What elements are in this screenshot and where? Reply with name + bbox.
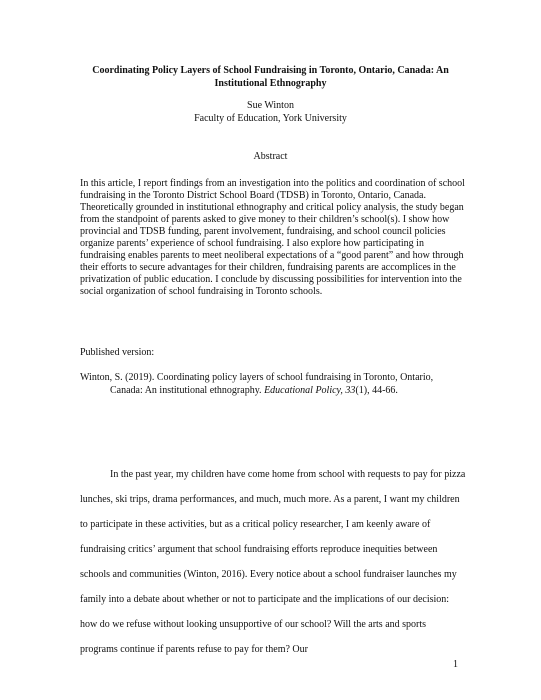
citation-start: Winton, S. (2019). Coordinating policy layers of school fundraising in Toronto, Ontario, Canada: An institutional ethnography. — [80, 372, 434, 396]
body-paragraph: In the past year, my children have come home from school with requests to pay for pizza lunches, ski trips, drama performances, and much, much more. As a parent, I want my children to participate in these activities, but as a critical policy researcher, I am keenly aware of fundraising critics’ argument that school fundraising efforts reproduce inequities between schools and communities (Winton, 2016). Every notice about a school fundraiser launches my family into a debate about whether or not to participate and the implications of our decision: how do we refuse without looking unsupportive of our school? Will the arts and sports programs continue if parents refuse to pay for them? Our — [80, 469, 466, 655]
author-block — [70, 99, 471, 125]
published-version-label: Published version: — [80, 347, 155, 358]
abstract-heading: Abstract — [253, 151, 288, 162]
citation-journal: Educational Policy, 33 — [264, 385, 356, 396]
citation-end: (1), 44-66. — [355, 385, 398, 396]
abstract-text: In this article, I report findings from an investigation into the politics and coordination of school fundraising in the Toronto District School Board (TDSB) in Toronto, Ontario, Canada. Theoretically grounded in institutional ethnography and critical policy analysis, the study began from the standpoint of parents asked to give money to their children’s school(s). I show how provincial and TDSB funding, parent involvement, fundraising, and school council policies organize parents’ experience of school fundraising. I also explore how participating in fundraising enables parents to meet neoliberal expectations of a “good parent” and how through their efforts to secure advantages for their children, fundraising parents are accomplices in the privatization of public education. I conclude by discussing possibilities for intervention into the social organization of school fundraising in Toronto schools. — [80, 178, 465, 297]
page-number: 1 — [453, 659, 458, 670]
citation — [80, 371, 466, 397]
author-name: Sue Winton — [247, 100, 294, 111]
paper-title: Coordinating Policy Layers of School Fundraising in Toronto, Ontario, Canada: An Institutional Ethnography — [92, 65, 449, 89]
author-affiliation: Faculty of Education, York University — [194, 113, 347, 124]
